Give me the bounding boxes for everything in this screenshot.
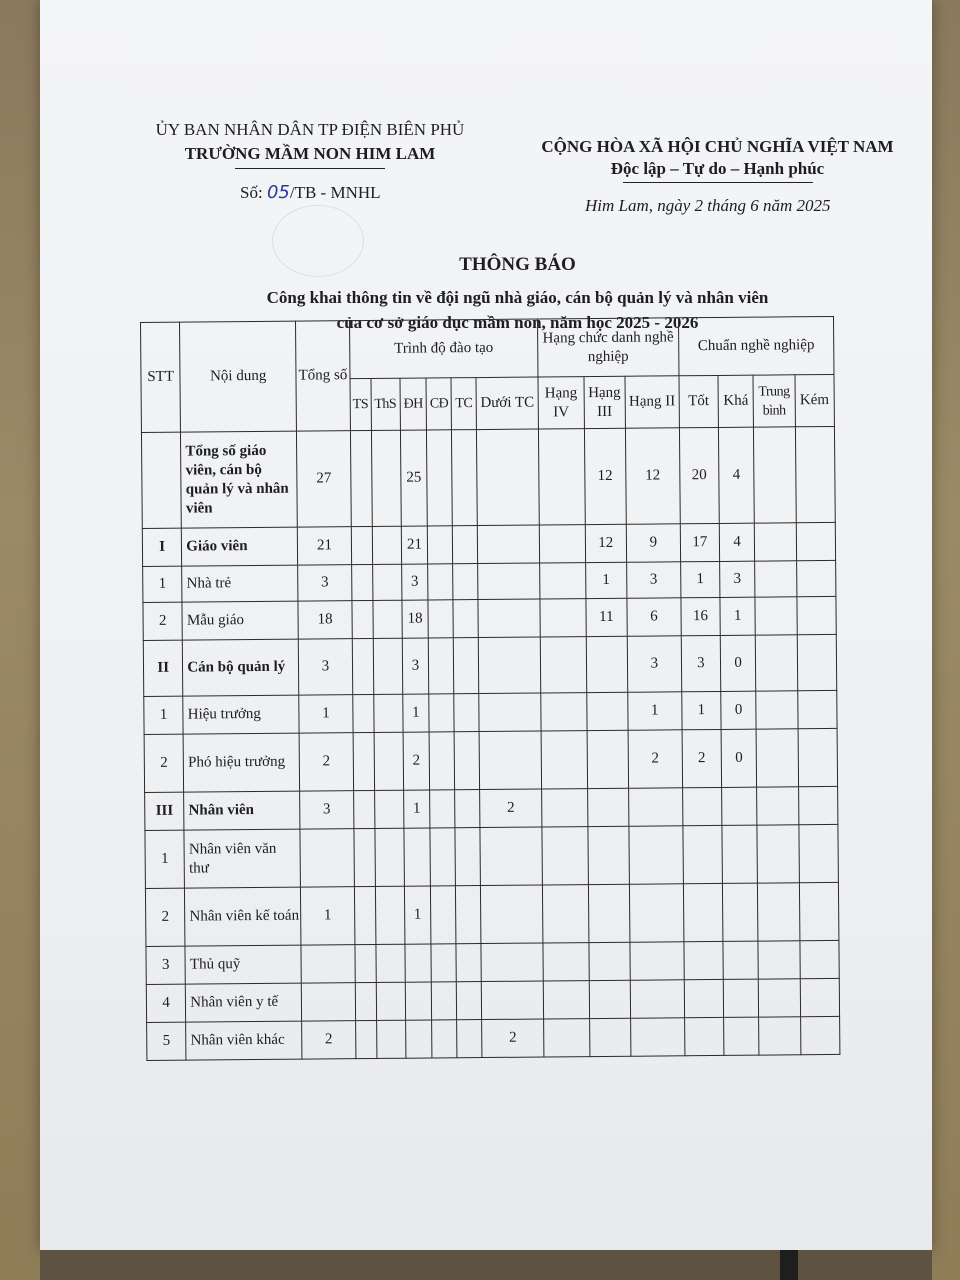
row-cell: 2 [302,1021,356,1059]
row-cell [352,564,373,600]
row-cell [586,692,628,730]
row-cell [372,526,401,564]
row-cell: 3 [681,635,721,691]
row-cell [724,1017,759,1055]
row-cell [799,882,839,940]
row-cell [757,787,799,825]
row-cell [454,694,479,732]
row-stt [141,432,181,528]
row-cell [723,941,758,979]
row-cell [759,1017,801,1055]
row-content: Hiệu trưởng [183,695,299,734]
row-cell [350,430,372,526]
row-cell [539,525,585,563]
row-cell [722,883,758,941]
notice-title: THÔNG BÁO [459,254,576,275]
row-cell [372,564,401,600]
row-cell [456,944,481,982]
row-stt: 3 [146,946,186,984]
col-kha: Khá [718,375,754,427]
row-cell: 1 [681,691,721,729]
row-cell: 12 [625,428,680,524]
row-cell [800,978,840,1016]
row-cell: 18 [298,601,352,639]
row-content: Nhân viên kế toán [185,887,301,946]
row-cell [376,944,405,982]
row-stt: I [142,528,182,566]
row-stt: 2 [143,602,183,640]
doc-no-suffix: /TB - MNHL [289,183,381,202]
row-content: Nhà trẻ [182,565,298,602]
row-cell [479,693,541,732]
row-cell [352,600,373,638]
row-cell [405,982,432,1020]
row-cell [540,563,586,599]
row-stt: 5 [147,1022,187,1060]
row-cell [755,635,797,691]
row-cell: 3 [627,636,681,692]
col-ths: ThS [371,378,400,430]
row-cell: 3 [300,791,354,829]
col-kem: Kém [795,374,835,426]
row-cell [373,694,402,732]
table-row [143,596,836,640]
row-cell [754,523,796,561]
row-cell: 1 [402,694,429,732]
row-cell [629,826,683,884]
row-cell [542,827,588,885]
motto: Độc lập – Tự do – Hạnh phúc [610,159,825,178]
col-trung-binh: Trung bình [753,375,795,427]
row-cell [587,788,629,826]
row-cell [477,525,539,564]
col-hang-2: Hạng II [625,376,679,428]
table-row [145,786,838,830]
row-cell [432,982,457,1020]
row-cell: 2 [482,1019,544,1058]
row-cell [544,1019,590,1057]
row-cell [630,980,684,1018]
col-standard: Chuẩn nghề nghiệp [678,316,834,375]
row-cell [478,599,540,638]
row-cell [542,789,588,827]
row-cell [758,883,800,941]
row-cell [371,430,401,526]
row-cell [540,599,586,637]
table-row [142,522,835,566]
doc-no-prefix: Số: [240,183,267,202]
row-cell: 1 [585,562,627,598]
row-cell [457,1020,482,1058]
school-name: TRƯỜNG MẦM NON HIM LAM [184,144,436,163]
table-row [145,824,838,888]
row-cell: 21 [401,526,428,564]
row-cell [452,430,478,526]
row-cell [405,1020,432,1058]
row-stt: III [145,792,185,830]
row-stt: 4 [146,984,186,1022]
row-cell [428,526,453,564]
table-row [146,978,839,1022]
row-cell [798,824,838,882]
row-cell [428,600,453,638]
row-cell [452,526,477,564]
col-duoi-tc: Dưới TC [476,377,539,430]
col-rank: Hạng chức danh nghề nghiệp [538,318,679,377]
row-cell [478,637,541,694]
row-content: Nhân viên y tế [186,983,302,1022]
row-cell [589,942,631,980]
row-cell: 6 [627,598,681,636]
row-cell [586,636,628,692]
row-cell [453,564,478,600]
row-cell [480,827,543,886]
row-cell [630,942,684,980]
col-tot: Tốt [679,375,719,427]
row-cell: 16 [681,597,721,635]
row-cell [455,828,480,886]
row-cell: 4 [718,427,754,523]
row-cell [589,1018,631,1056]
row-cell [799,940,839,978]
row-cell [429,638,454,694]
row-cell [683,825,723,883]
table-row [144,728,837,792]
table-header-row-1 [141,316,834,380]
motto-underline [623,182,813,183]
row-cell [429,694,454,732]
header-right [520,136,915,183]
row-cell: 3 [298,565,352,601]
row-stt: II [143,640,183,696]
row-cell [541,693,587,731]
row-cell: 11 [586,598,628,636]
row-cell [300,829,354,887]
row-cell [723,979,758,1017]
row-cell [543,943,589,981]
row-cell [373,600,402,638]
row-cell [796,560,836,596]
row-cell [355,1020,376,1058]
row-cell [543,885,589,943]
row-cell [684,1017,724,1055]
row-cell [758,979,800,1017]
row-cell: 2 [480,789,542,828]
row-cell: 25 [400,430,428,526]
row-stt: 2 [145,888,185,946]
row-cell [453,600,478,638]
row-cell: 18 [401,600,428,638]
row-cell [587,730,629,788]
row-cell: 1 [720,597,755,635]
row-content: Nhân viên [184,791,300,830]
row-cell: 0 [720,635,756,691]
row-cell [684,941,724,979]
row-content: Phó hiệu trưởng [183,733,299,792]
row-cell [453,638,478,694]
row-cell: 12 [585,524,627,562]
row-cell [481,943,543,982]
table-row [141,426,835,528]
row-cell [374,828,403,886]
doc-no-handwritten: 05 [266,182,290,203]
row-cell: 0 [721,729,757,787]
row-cell [403,828,430,886]
row-cell [353,732,374,790]
col-content: Nội dung [180,321,297,432]
row-cell: 27 [297,431,352,527]
row-cell [797,634,837,690]
row-cell [754,427,796,523]
col-ts: TS [350,378,371,430]
desk-edge [40,1250,932,1280]
row-content: Mẫu giáo [182,601,298,640]
row-cell: 2 [299,733,353,791]
row-cell [629,788,683,826]
row-content: Giáo viên [182,527,298,566]
row-cell: 0 [721,691,756,729]
school-underline [235,168,385,169]
row-content: Nhân viên khác [186,1021,302,1060]
notice-subtitle-1: Công khai thông tin về đội ngũ nhà giáo, cán bộ quản lý và nhân viên [266,288,769,307]
row-cell [796,522,836,560]
row-cell [797,690,837,728]
row-cell: 17 [680,523,720,561]
cable [780,1250,798,1280]
row-cell [479,731,542,790]
row-cell [427,430,453,526]
row-cell [682,787,722,825]
row-cell [352,638,373,694]
row-cell [589,980,631,1018]
agency-name: ỦY BAN NHÂN DÂN TP ĐIỆN BIÊN PHỦ [155,120,465,139]
row-content: Tổng số giáo viên, cán bộ quản lý và nhân viên [181,431,298,528]
header-left [145,118,475,169]
col-total: Tổng số [296,321,351,431]
row-cell: 1 [299,695,353,733]
table-row [143,560,836,602]
row-cell [376,982,405,1020]
row-cell [456,982,481,1020]
row-cell: 1 [404,886,431,944]
row-cell: 3 [401,564,428,600]
row-cell [375,886,404,944]
row-cell [588,884,630,942]
row-cell [629,884,683,942]
row-cell [588,826,630,884]
table-row [145,882,838,946]
row-cell [480,885,543,944]
row-cell [481,981,543,1020]
notice-subtitle-2: của cơ sở giáo dục mầm non, năm học 2025 - 2026 [336,313,699,332]
row-cell [757,825,799,883]
row-cell: 1 [628,692,682,730]
staff-table [140,316,840,1061]
row-cell [376,1020,405,1058]
row-cell [354,828,375,886]
col-training: Trình độ đào tạo [349,319,538,379]
row-cell [722,825,758,883]
row-cell [429,732,454,790]
row-cell [355,944,376,982]
row-cell: 1 [301,887,355,945]
table-row [143,634,836,696]
row-cell [541,731,587,789]
col-cd: CĐ [426,378,451,430]
row-cell: 1 [680,561,720,597]
row-cell [431,886,456,944]
row-cell [351,526,372,564]
row-cell: 4 [719,523,754,561]
row-cell: 12 [584,428,626,524]
row-cell [798,728,838,786]
row-cell: 2 [682,729,722,787]
col-hang-3: Hạng III [584,376,626,428]
row-cell [301,945,355,983]
table-row [146,940,839,984]
row-cell: 3 [402,638,429,694]
row-content: Nhân viên văn thư [184,829,300,888]
row-content: Cán bộ quản lý [183,639,299,696]
row-cell [374,732,403,790]
row-cell [430,790,455,828]
row-cell: 21 [297,527,351,565]
row-cell [683,883,723,941]
row-cell [476,429,539,526]
row-cell [800,1016,840,1054]
row-content: Thủ quỹ [185,945,301,984]
row-cell [374,790,403,828]
row-cell [432,1020,457,1058]
row-cell [722,787,757,825]
col-tc: TC [451,378,476,430]
row-cell [431,944,456,982]
row-stt: 1 [145,830,185,888]
row-cell [353,790,374,828]
row-cell: 3 [298,639,352,695]
table-row [144,690,837,734]
row-cell [404,944,431,982]
row-cell [758,941,800,979]
document-number [240,182,381,203]
col-dh: ĐH [400,378,427,430]
nation-title: CỘNG HÒA XÃ HỘI CHỦ NGHĨA VIỆT NAM [541,137,894,156]
row-cell [796,596,836,634]
table-row [147,1016,840,1060]
row-cell: 20 [679,427,719,523]
row-cell [543,981,589,1019]
date-line: Him Lam, ngày 2 tháng 6 năm 2025 [585,196,831,215]
row-cell [373,638,402,694]
row-cell [301,983,355,1021]
row-cell: 3 [720,561,755,597]
row-cell [755,597,797,635]
row-cell [355,982,376,1020]
row-cell [455,790,480,828]
row-cell: 3 [627,562,681,598]
row-cell: 9 [626,524,680,562]
row-cell: 2 [403,732,430,790]
row-stt: 2 [144,734,184,792]
row-cell [756,691,798,729]
row-cell [539,429,585,525]
row-cell [540,637,586,693]
row-cell [478,563,540,600]
row-cell: 2 [628,730,682,788]
row-cell [354,886,375,944]
row-cell [456,886,481,944]
row-cell [454,732,479,790]
row-stt: 1 [144,696,184,734]
col-hang-4: Hạng IV [538,377,584,429]
row-cell [353,694,374,732]
row-cell [631,1018,685,1056]
row-cell [798,786,838,824]
row-cell [795,426,835,522]
col-stt: STT [141,322,181,432]
row-cell [428,564,453,600]
row-cell [684,979,724,1017]
row-stt: 1 [143,566,183,602]
row-cell: 1 [403,790,430,828]
row-cell [756,729,798,787]
row-cell [430,828,455,886]
row-cell [755,561,797,597]
